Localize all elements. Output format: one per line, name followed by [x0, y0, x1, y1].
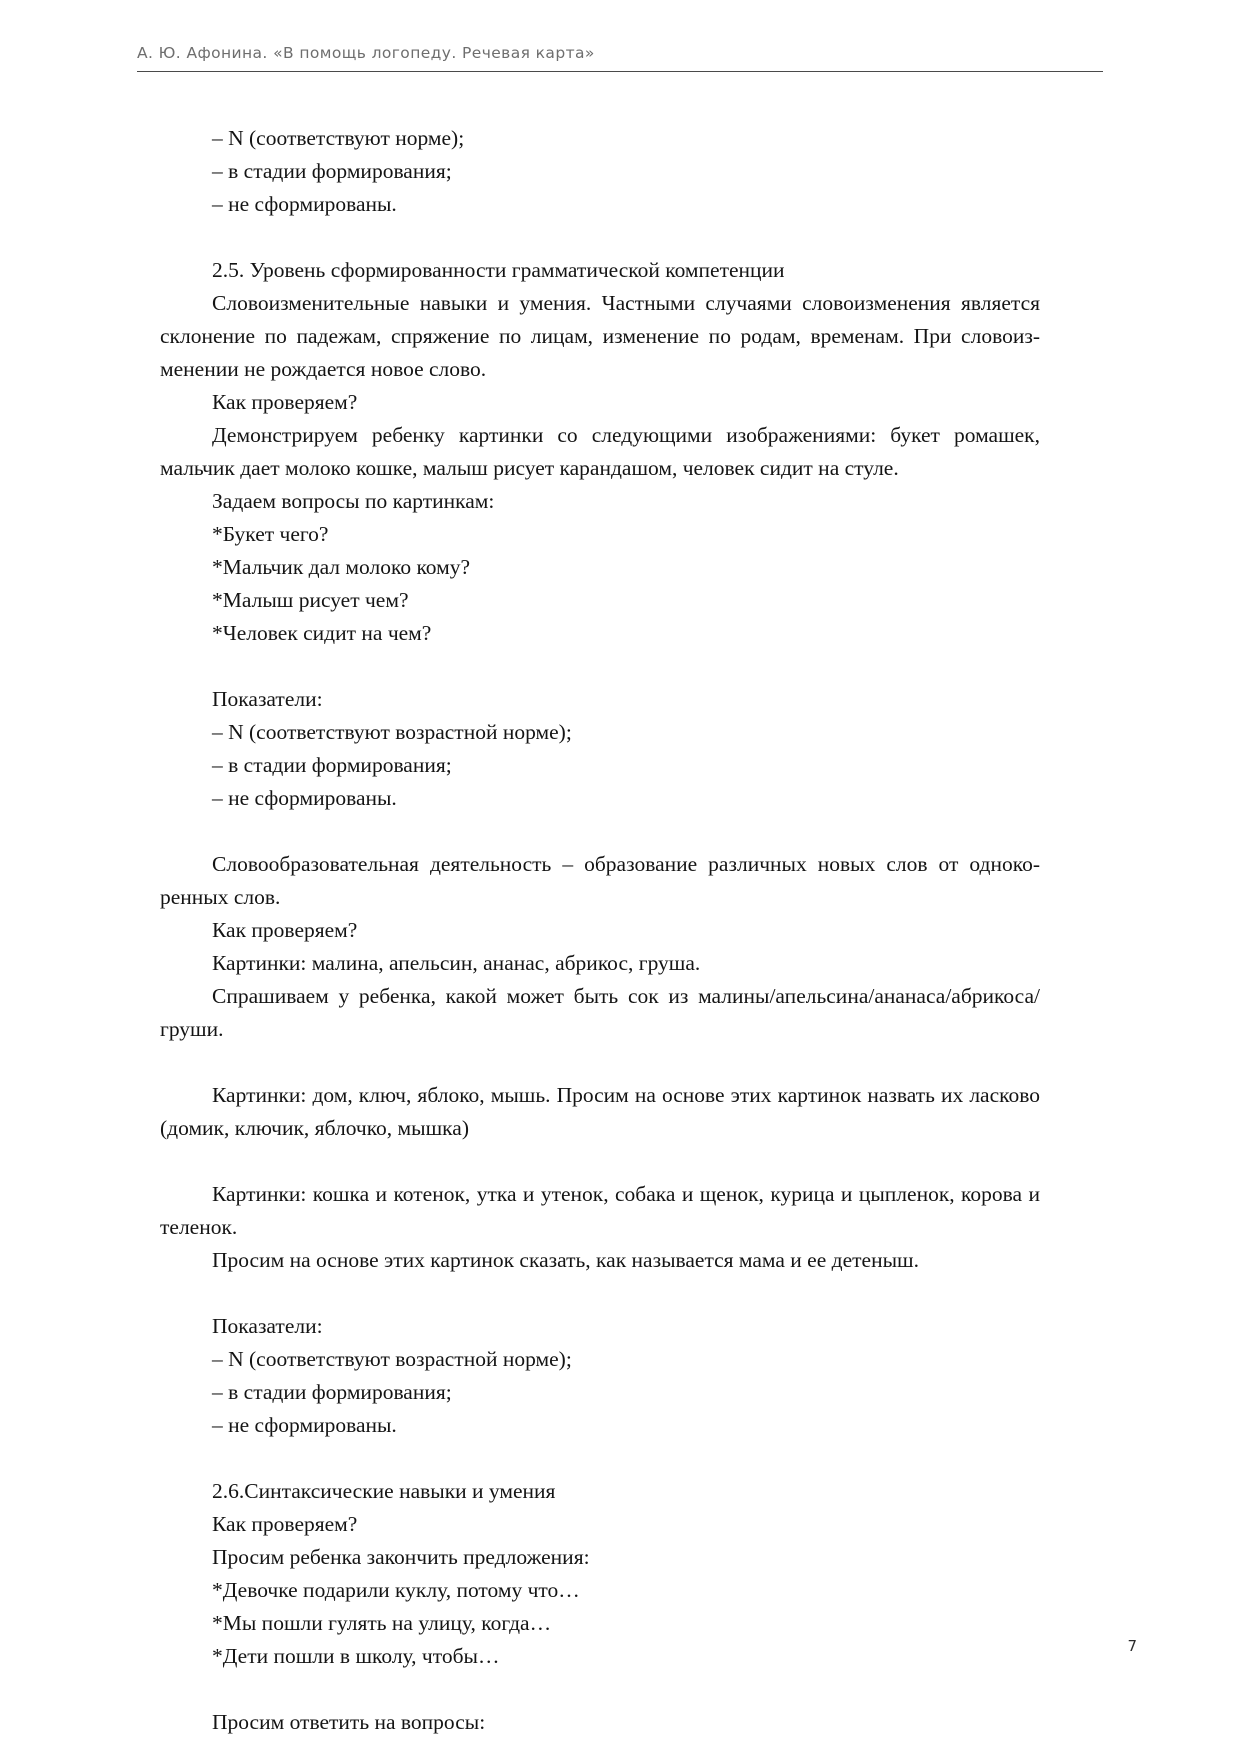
section-2-5-paragraph-1: Словоизменительные навыки и умения. Частными случаями словоизменения является склонение по падежам, спряжение по лицам, изменение по родам, временам. При словоизменении не рождается новое слово. [160, 291, 1040, 381]
spacer [160, 1145, 1040, 1178]
section-2-5-how-check: Как проверяем? [212, 390, 358, 414]
header-divider [137, 71, 1103, 72]
running-head-title: А. Ю. Афонина. «В помощь логопеду. Речевая карта» [137, 44, 595, 62]
spacer [160, 221, 1040, 254]
page-number: 7 [1127, 1637, 1137, 1655]
page-header [137, 44, 1103, 72]
section-2-5-ask-questions: Задаем вопросы по картинкам: [212, 489, 495, 513]
section-2-5-indicator-2: – в стадии формирования; [212, 753, 452, 777]
word-formation-indicator-2: – в стадии формирования; [212, 1380, 452, 1404]
word-formation-pictures-fruit: Картинки: малина, апельсин, ананас, абрикос, груша. [212, 951, 701, 975]
word-formation-how-check: Как проверяем? [212, 918, 358, 942]
question-item-4: *Человек сидит на чем? [212, 621, 432, 645]
question-item-2: *Мальчик дал молоко кому? [212, 555, 471, 579]
section-2-6-ask-finish: Просим ребенка закончить предложения: [212, 1545, 590, 1569]
spacer [160, 1046, 1040, 1079]
spacer [160, 650, 1040, 683]
spacer [160, 1673, 1040, 1706]
section-2-6-heading: 2.6.Синтаксические навыки и умения [212, 1479, 556, 1503]
section-2-5-indicator-3: – не сформированы. [212, 786, 397, 810]
section-2-5-paragraph-2: Демонстрируем ребенку картинки со следующими изображениями: букет ромашек, мальчик дает молоко кошке, малыш рисует карандашом, человек сидит на стуле. [160, 423, 1040, 480]
sentence-item-3: *Дети пошли в школу, чтобы… [212, 1644, 500, 1668]
sentence-item-2: *Мы пошли гулять на улицу, когда… [212, 1611, 552, 1635]
indicator-item-not-formed: – не сформированы. [212, 192, 397, 216]
section-2-6-ask-answer: Просим ответить на вопросы: [212, 1710, 486, 1734]
page-body [160, 122, 1040, 1739]
section-2-5-heading: 2.5. Уровень сформированности грамматической компетенции [212, 258, 785, 282]
question-item-3: *Малыш рисует чем? [212, 588, 409, 612]
section-2-5-indicator-1: – N (соответствуют возрастной норме); [212, 720, 572, 744]
word-formation-indicator-1: – N (соответствуют возрастной норме); [212, 1347, 572, 1371]
word-formation-paragraph-1: Словообразовательная деятельность – образование различных новых слов от однокоренных слов. [160, 852, 1040, 909]
word-formation-ask-animals: Просим на основе этих картинок сказать, как называется мама и ее детеныш. [212, 1248, 919, 1272]
question-item-1: *Букет чего? [212, 522, 329, 546]
indicator-item-forming: – в стадии формирования; [212, 159, 452, 183]
word-formation-pictures-animals: Картинки: кошка и котенок, утка и утенок, собака и щенок, курица и цыпленок, корова и теленок. [160, 1182, 1040, 1239]
spacer [160, 1442, 1040, 1475]
spacer [160, 815, 1040, 848]
section-2-5-indicators-label: Показатели: [212, 687, 323, 711]
spacer [160, 1277, 1040, 1310]
section-2-6-how-check: Как проверяем? [212, 1512, 358, 1536]
word-formation-indicators-label: Показатели: [212, 1314, 323, 1338]
word-formation-indicator-3: – не сформированы. [212, 1413, 397, 1437]
indicator-item-norm: – N (соответствуют норме); [212, 126, 465, 150]
word-formation-pictures-diminutive: Картинки: дом, ключ, яблоко, мышь. Просим на основе этих картинок назвать их ласково (домик, ключик, яблочко, мышка) [160, 1083, 1040, 1140]
word-formation-ask-juice: Спрашиваем у ребенка, какой может быть сок из малины/апельсина/ананаса/абрикоса/груши. [160, 984, 1040, 1041]
sentence-item-1: *Девочке подарили куклу, потому что… [212, 1578, 580, 1602]
